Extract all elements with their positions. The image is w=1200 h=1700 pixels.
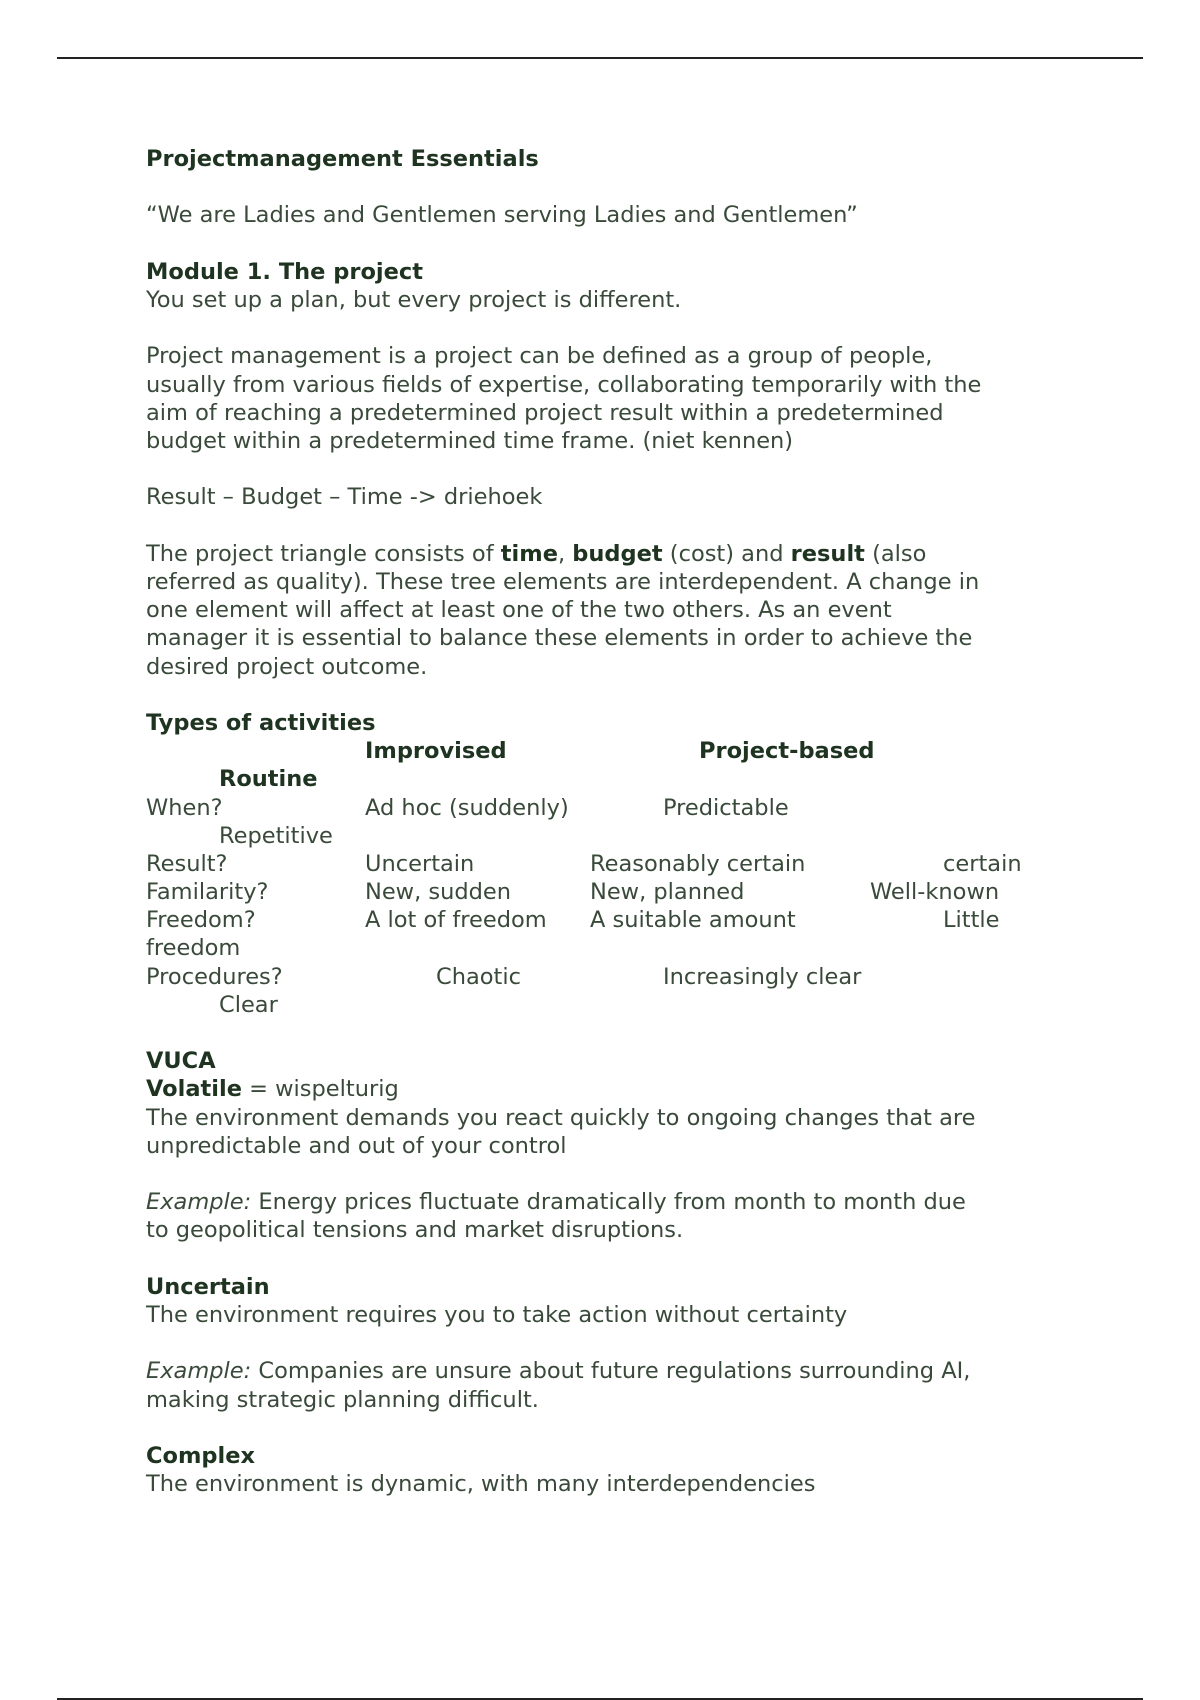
term-budget: budget	[572, 540, 663, 567]
complex-desc: The environment is dynamic, with many interdependencies	[146, 1471, 816, 1498]
cell-improvised: Uncertain	[365, 850, 475, 877]
text-run: (cost) and	[662, 540, 791, 567]
cell-improvised: A lot of freedom	[365, 907, 547, 934]
cell-improvised: Ad hoc (suddenly)	[365, 794, 569, 821]
uncertain-heading: Uncertain	[146, 1273, 270, 1300]
example-label: Example:	[146, 1189, 252, 1216]
definition-line: budget within a predetermined time frame. (niet kennen)	[146, 427, 794, 454]
row-label: Familarity?	[146, 879, 269, 906]
table-row-procedures	[146, 963, 1066, 991]
term-time: time	[500, 540, 558, 567]
table-row-freedom	[146, 906, 1066, 934]
cell-routine: Clear	[219, 991, 278, 1018]
cell-project: A suitable amount	[590, 907, 796, 934]
triangle-line-1	[146, 540, 1066, 568]
header-rule	[57, 57, 1143, 59]
row-label: Freedom?	[146, 907, 256, 934]
example-label: Example:	[146, 1358, 252, 1385]
text-run: The project triangle consists of	[146, 540, 501, 567]
cell-improvised: New, sudden	[365, 879, 512, 906]
volatile-translation: = wispelturig	[241, 1076, 399, 1103]
column-routine: Routine	[219, 766, 318, 793]
uncertain-desc: The environment requires you to take action without certainty	[146, 1302, 848, 1329]
cell-routine: certain	[943, 850, 1022, 877]
row-label: Result?	[146, 850, 228, 877]
volatile-example-cont: to geopolitical tensions and market disruptions.	[146, 1217, 684, 1244]
cell-project: Reasonably certain	[590, 850, 806, 877]
column-improvised: Improvised	[365, 738, 507, 765]
triangle-paragraph	[146, 540, 1066, 681]
vuca-heading: VUCA	[146, 1048, 216, 1075]
cell-project: Predictable	[663, 794, 789, 821]
activities-header-row-wrap	[146, 765, 1066, 793]
document-title: Projectmanagement Essentials	[146, 146, 539, 172]
table-row-procedures-wrap	[146, 991, 1066, 1019]
table-row-when-wrap	[146, 822, 1066, 850]
cell-routine-wrap: freedom	[146, 935, 241, 962]
cell-project: New, planned	[590, 879, 745, 906]
term-result: result	[790, 540, 865, 567]
row-label: When?	[146, 794, 223, 821]
example-text: Energy prices fluctuate dramatically from month to month due	[251, 1189, 966, 1216]
volatile-desc: The environment demands you react quickly to ongoing changes that are	[146, 1104, 976, 1131]
cell-routine: Repetitive	[219, 822, 333, 849]
document-page	[146, 145, 1066, 1498]
complex-heading: Complex	[146, 1443, 256, 1470]
row-label: Procedures?	[146, 963, 283, 990]
cell-improvised: Chaotic	[436, 963, 521, 990]
triangle-line: Result – Budget – Time -> driehoek	[146, 484, 543, 511]
triangle-line-2: referred as quality). These tree elements are interdependent. A change in	[146, 568, 980, 595]
activities-table	[146, 737, 1066, 1019]
volatile-desc: unpredictable and out of your control	[146, 1132, 567, 1159]
cell-routine: Little	[943, 907, 1000, 934]
text-run: ,	[557, 540, 573, 567]
definition-paragraph	[146, 342, 1066, 455]
quote-line: “We are Ladies and Gentlemen serving Ladies and Gentlemen”	[146, 202, 858, 229]
uncertain-example-cont: making strategic planning difficult.	[146, 1386, 539, 1413]
definition-line: aim of reaching a predetermined project result within a predetermined	[146, 399, 944, 426]
term-volatile: Volatile	[146, 1076, 242, 1103]
table-row-familiarity	[146, 878, 1066, 906]
cell-routine: Well-known	[870, 879, 1000, 906]
example-text: Companies are unsure about future regulations surrounding AI,	[251, 1358, 971, 1385]
definition-line: usually from various fields of expertise, collaborating temporarily with the	[146, 371, 982, 398]
volatile-example	[146, 1188, 1066, 1216]
table-row-freedom-wrap	[146, 934, 1066, 962]
table-row-result	[146, 850, 1066, 878]
definition-line: Project management is a project can be defined as a group of people,	[146, 343, 933, 370]
activities-heading: Types of activities	[146, 709, 376, 736]
column-project-based: Project-based	[699, 738, 875, 765]
text-run: (also	[864, 540, 927, 567]
cell-project: Increasingly clear	[663, 963, 862, 990]
triangle-line-4: manager it is essential to balance these elements in order to achieve the	[146, 625, 973, 652]
module-intro: You set up a plan, but every project is different.	[146, 286, 682, 313]
triangle-line-5: desired project outcome.	[146, 653, 428, 680]
volatile-line	[146, 1075, 1066, 1103]
activities-header-row	[146, 737, 1066, 765]
triangle-line-3: one element will affect at least one of the two others. As an event	[146, 597, 892, 624]
table-row-when	[146, 794, 1066, 822]
uncertain-example	[146, 1357, 1066, 1385]
module-heading: Module 1. The project	[146, 258, 423, 285]
